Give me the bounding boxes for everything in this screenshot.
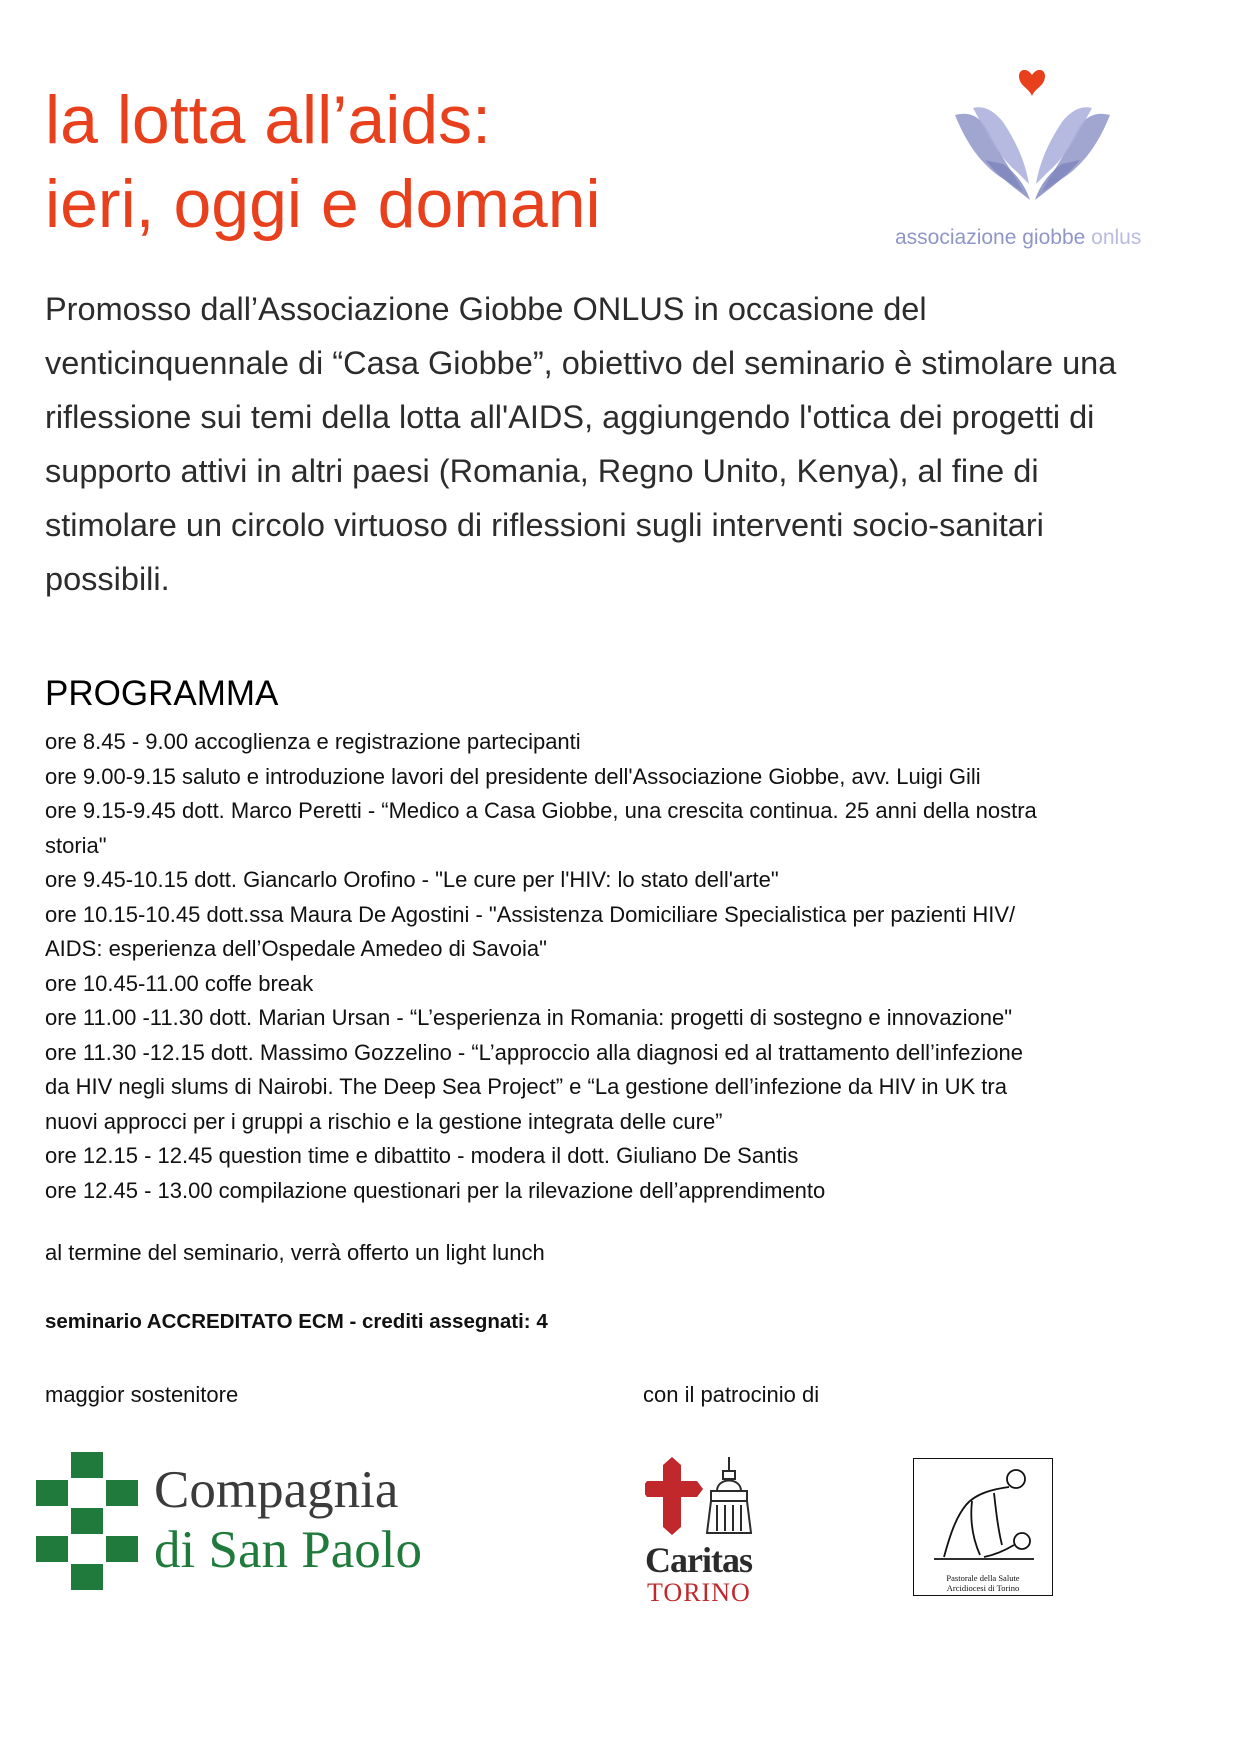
programma-line: nuovi approcci per i gruppi a rischio e la gestione integrata delle cure”: [45, 1108, 723, 1134]
intro-line: riflessione sui temi della lotta all'AIDS, aggiungendo l'ottica dei progetti di: [45, 399, 1095, 435]
intro-line: venticinquennale di “Casa Giobbe”, obiettivo del seminario è stimolare una: [45, 345, 1117, 381]
programma-line: ore 11.00 -11.30 dott. Marian Ursan - “L’esperienza in Romania: progetti di sostegno e innovazione": [45, 1005, 1013, 1030]
programma-line: ore 11.30 -12.15 dott. Massimo Gozzelino - “L’approccio alla diagnosi ed al trattamento dell’infezione: [45, 1039, 1023, 1065]
intro-line: stimolare un circolo virtuoso di riflessioni sugli interventi socio-sanitari: [45, 507, 1044, 543]
programma-line: da HIV negli slums di Nairobi. The Deep Sea Project” e “La gestione dell’infezione da HIV in UK tra: [45, 1074, 1007, 1099]
caritas-torino-logo: [645, 1455, 770, 1610]
programma-line: ore 9.00-9.15 saluto e introduzione lavori del presidente dell'Associazione Giobbe, avv. Luigi Gili: [45, 763, 981, 789]
title-line-1: la lotta all’aids:: [45, 82, 492, 158]
programma-line: ore 9.15-9.45 dott. Marco Peretti - “Medico a Casa Giobbe, una crescita continua. 25 anni della nostra: [45, 798, 1037, 823]
patronage-label: con il patrocinio di: [643, 1382, 820, 1407]
supporter-label: maggior sostenitore: [45, 1382, 239, 1407]
pastorale-salute-logo: [913, 1458, 1053, 1596]
programma-line: ore 12.45 - 13.00 compilazione questionari per la rilevazione dell’apprendimento: [45, 1177, 826, 1203]
healing-figures-icon: [914, 1459, 1051, 1571]
hands-heart-icon: [945, 60, 1120, 210]
page-title: [45, 78, 601, 246]
caritas-city: TORINO: [647, 1578, 751, 1607]
checker-cross-icon: [36, 1452, 141, 1590]
programma-list: [45, 725, 1215, 1208]
programma-line: storia": [45, 832, 107, 858]
programma-heading: PROGRAMMA: [45, 674, 279, 713]
giobbe-logo-onlus: onlus: [1085, 226, 1142, 249]
intro-line: Promosso dall’Associazione Giobbe ONLUS in occasione del: [45, 291, 927, 327]
csp-name-line-2: di San Paolo: [154, 1521, 422, 1579]
programma-line: ore 9.45-10.15 dott. Giancarlo Orofino - "Le cure per l'HIV: lo stato dell'arte": [45, 867, 779, 892]
pastorale-text: [914, 1573, 1052, 1593]
intro-paragraph: [45, 282, 1215, 606]
giobbe-logo: [885, 60, 1185, 260]
title-line-2: ieri, oggi e domani: [45, 166, 601, 242]
giobbe-logo-name: associazione giobbe: [895, 226, 1086, 249]
programma-line: ore 10.45-11.00 coffe break: [45, 970, 314, 996]
closing-note: al termine del seminario, verrà offerto un light lunch: [45, 1240, 545, 1265]
csp-name-line-1: Compagnia: [154, 1461, 399, 1519]
compagnia-san-paolo-logo: [36, 1452, 436, 1592]
programma-line: ore 8.45 - 9.00 accoglienza e registrazione partecipanti: [45, 729, 581, 754]
programma-line: ore 10.15-10.45 dott.ssa Maura De Agostini - "Assistenza Domiciliare Specialistica per pazienti HIV/: [45, 901, 1016, 927]
caritas-name: Caritas: [645, 1540, 752, 1580]
intro-line: possibili.: [45, 561, 170, 597]
programma-line: ore 12.15 - 12.45 question time e dibattito - modera il dott. Giuliano De Santis: [45, 1143, 799, 1168]
intro-line: supporto attivi in altri paesi (Romania, Regno Unito, Kenya), al fine di: [45, 453, 1039, 489]
programma-line: AIDS: esperienza dell’Ospedale Amedeo di Savoia": [45, 936, 547, 961]
cross-dome-icon: [645, 1455, 770, 1545]
pastorale-line-2: Arcidiocesi di Torino: [946, 1583, 1020, 1593]
giobbe-logo-text: [895, 226, 1141, 250]
pastorale-line-1: Pastorale della Salute: [946, 1573, 1020, 1583]
ecm-credits: seminario ACCREDITATO ECM - crediti assegnati: 4: [45, 1310, 548, 1333]
